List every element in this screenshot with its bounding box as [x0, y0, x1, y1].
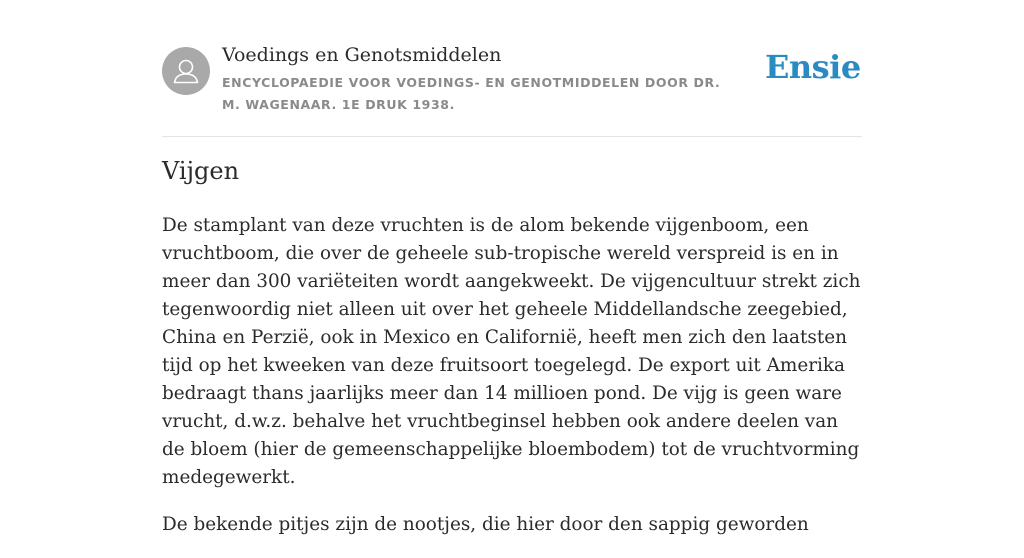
- article-paragraph: De bekende pitjes zijn de nootjes, die hier door den sappig geworden: [162, 514, 809, 535]
- user-silhouette-icon[interactable]: [162, 47, 210, 95]
- source-title[interactable]: Voedings en Genotsmiddelen: [222, 44, 502, 66]
- source-description: ENCYCLOPAEDIE VOOR VOEDINGS- EN GENOTMIDDELEN DOOR DR. M. WAGENAAR. 1E DRUK 1938.: [222, 75, 721, 112]
- source-header: [162, 0, 862, 137]
- article-paragraph: De stamplant van deze vruchten is de alom bekende vijgenboom, een vruchtboom, die over de geheele sub-tropische wereld verspreid is en in meer dan 300 variëteiten wordt aangekweekt. De vijgencultuur strekt zich tegenwoordig niet alleen uit over het geheele Middellandsche zeegebied, China en Perzië, ook in Mexico en Californië, heeft men zich den laatsten tijd op het kweeken van deze fruitsoort toegelegd. De export uit Amerika bedraagt thans jaarlijks meer dan 14 millioen pond. De vijg is geen ware vrucht, d.w.z. behalve het vruchtbeginsel hebben ook andere deelen van de bloem (hier de gemeenschappelijke bloembodem) tot de vruchtvorming medegewerkt.: [162, 215, 861, 488]
- article-title: Vijgen: [162, 157, 240, 185]
- article-body: [162, 212, 862, 558]
- ensie-logo-link[interactable]: Ensie: [765, 48, 861, 86]
